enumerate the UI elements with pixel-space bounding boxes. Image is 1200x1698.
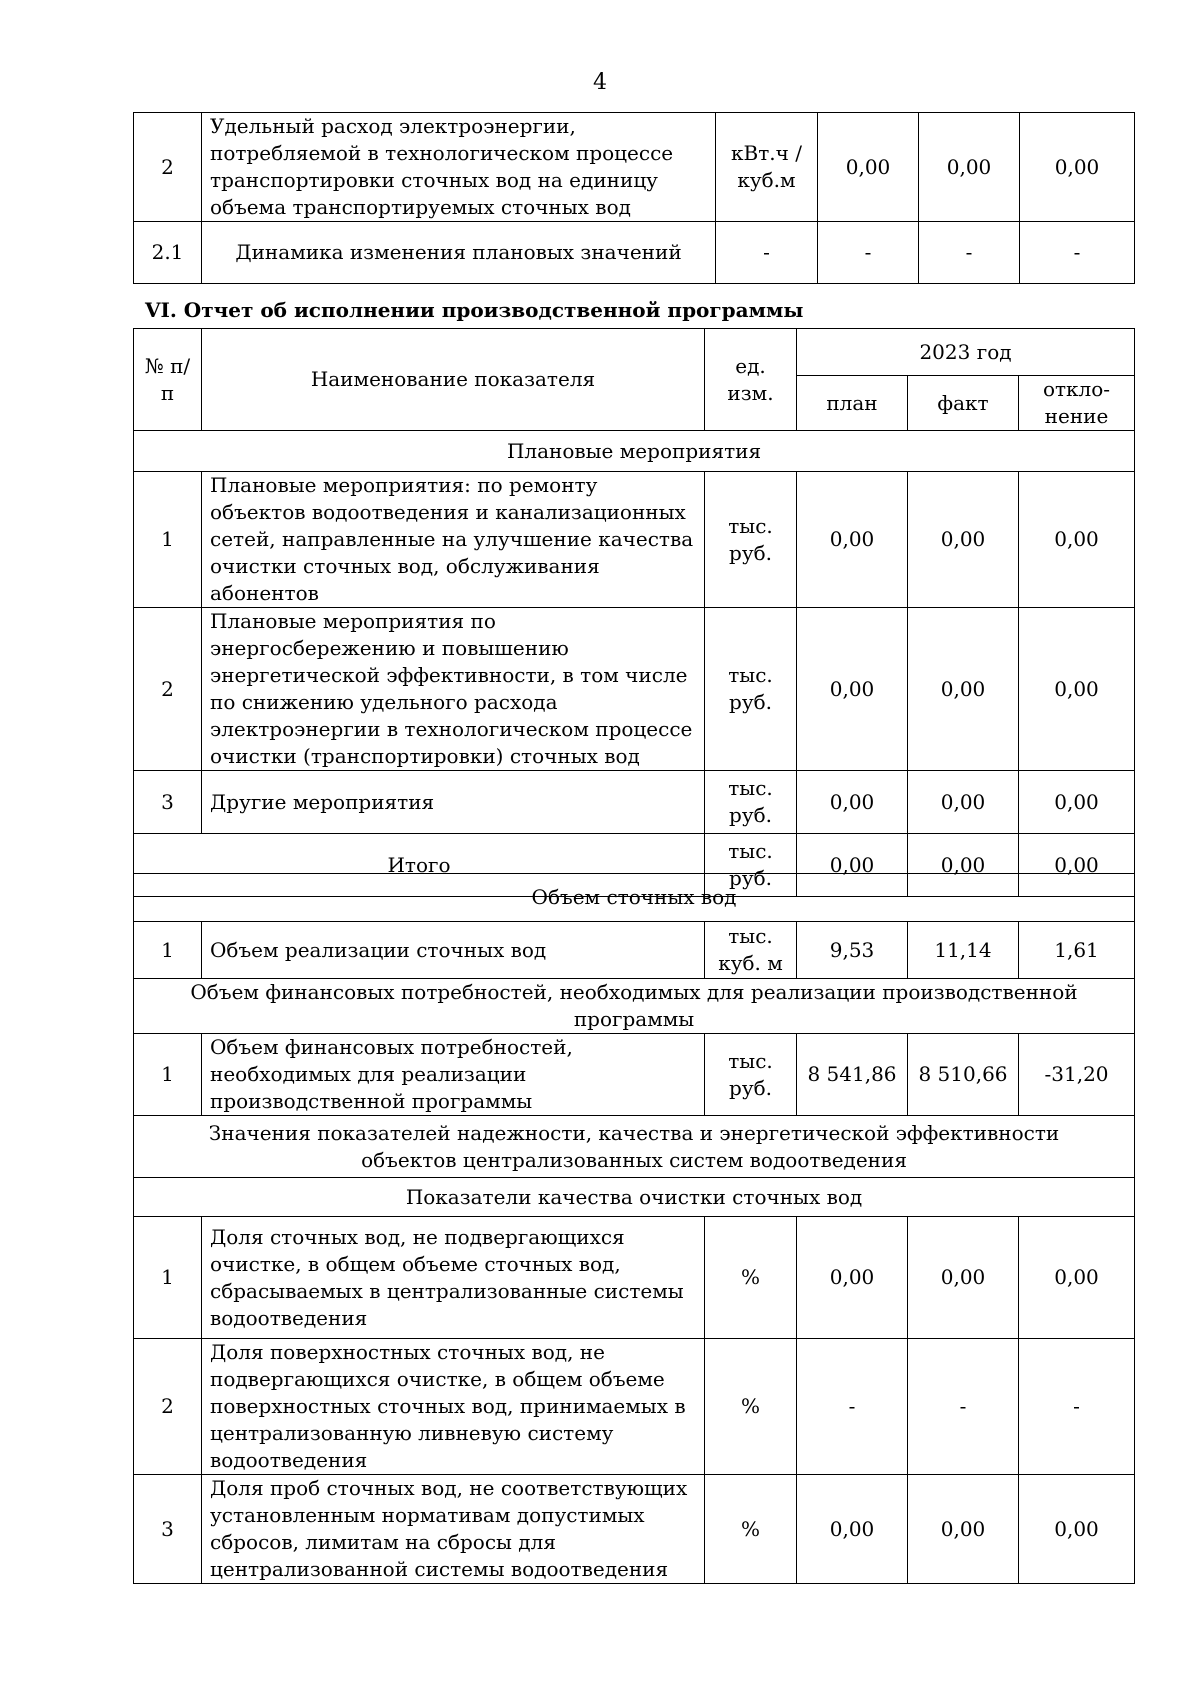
deviation-value: -31,20 [1019, 1034, 1135, 1116]
fact-value: 0,00 [908, 834, 1019, 897]
unit-cell: тыс. руб. [705, 472, 797, 608]
plan-value: - [797, 1339, 908, 1475]
header-indicator-name: Наименование показателя [202, 329, 705, 431]
row-number: 2 [134, 1339, 202, 1475]
top-indicators-table [133, 112, 1135, 284]
group-row [134, 431, 1135, 472]
deviation-value: 0,00 [1019, 472, 1135, 608]
unit-cell: кВт.ч / куб.м [716, 113, 818, 222]
fact-value: 0,00 [908, 608, 1019, 771]
table-row [134, 1339, 1135, 1475]
row-number: 1 [134, 472, 202, 608]
group-title: Объем сточных вод [134, 874, 1135, 922]
group-row [134, 1178, 1135, 1217]
deviation-value: 0,00 [1019, 1217, 1135, 1339]
value-cell: 0,00 [1020, 113, 1135, 222]
row-number: 1 [134, 922, 202, 979]
table-row [134, 222, 1135, 284]
row-number: 1 [134, 1217, 202, 1339]
indicator-name: Объем реализации сточных вод [202, 922, 705, 979]
plan-value: 0,00 [797, 1217, 908, 1339]
group-title: Показатели качества очистки сточных вод [134, 1178, 1135, 1217]
indicator-name: Другие мероприятия [202, 771, 705, 834]
plan-value: 0,00 [797, 834, 908, 897]
unit-cell: % [705, 1339, 797, 1475]
row-number: 2 [134, 608, 202, 771]
group-title: Значения показателей надежности, качества и энергетической эффективности объектов централизованных систем водоотведения [134, 1116, 1135, 1178]
indicator-name: Плановые мероприятия: по ремонту объектов водоотведения и канализационных сетей, направленные на улучшение качества очистки сточных вод, обслуживания абонентов [202, 472, 705, 608]
value-cell: - [919, 222, 1020, 284]
plan-value: 9,53 [797, 922, 908, 979]
unit-cell: тыс. руб. [705, 608, 797, 771]
plan-value: 0,00 [797, 608, 908, 771]
table-row [134, 608, 1135, 771]
fact-value: 0,00 [908, 472, 1019, 608]
deviation-value: - [1019, 1339, 1135, 1475]
table-row [134, 771, 1135, 834]
row-number: 1 [134, 1034, 202, 1116]
deviation-value: 0,00 [1019, 834, 1135, 897]
row-number: 2.1 [134, 222, 202, 284]
row-number: 3 [134, 1475, 202, 1584]
plan-value: 0,00 [797, 472, 908, 608]
row-number: 3 [134, 771, 202, 834]
section-title: VI. Отчет об исполнении производственной программы [145, 298, 804, 322]
header-number: № п/п [134, 329, 202, 431]
production-program-report-table [133, 328, 1135, 897]
fact-value: 0,00 [908, 1217, 1019, 1339]
indicator-name: Объем финансовых потребностей, необходимых для реализации производственной программы [202, 1034, 705, 1116]
group-title: Плановые мероприятия [134, 431, 1135, 472]
table-row [134, 113, 1135, 222]
value-cell: - [818, 222, 919, 284]
group-row [134, 979, 1135, 1034]
deviation-value: 1,61 [1019, 922, 1135, 979]
unit-cell: тыс. руб. [705, 834, 797, 897]
unit-cell: тыс. куб. м [705, 922, 797, 979]
header-year: 2023 год [797, 329, 1135, 376]
table-row [134, 922, 1135, 979]
indicator-name: Динамика изменения плановых значений [202, 222, 716, 284]
value-cell: 0,00 [919, 113, 1020, 222]
header-fact: факт [908, 376, 1019, 431]
fact-value: 0,00 [908, 1475, 1019, 1584]
fact-value: - [908, 1339, 1019, 1475]
plan-value: 8 541,86 [797, 1034, 908, 1116]
unit-cell: тыс. руб. [705, 1034, 797, 1116]
group-title: Объем финансовых потребностей, необходимых для реализации производственной программы [134, 979, 1135, 1034]
indicator-name: Доля проб сточных вод, не соответствующих установленным нормативам допустимых сбросов, лимитам на сбросы для централизованной системы водоотведения [202, 1475, 705, 1584]
volume-and-quality-table [133, 873, 1135, 1584]
table-row [134, 472, 1135, 608]
deviation-value: 0,00 [1019, 608, 1135, 771]
indicator-name: Доля сточных вод, не подвергающихся очистке, в общем объеме сточных вод, сбрасываемых в централизованные системы водоотведения [202, 1217, 705, 1339]
plan-value: 0,00 [797, 1475, 908, 1584]
value-cell: 0,00 [818, 113, 919, 222]
unit-cell: тыс. руб. [705, 771, 797, 834]
fact-value: 0,00 [908, 771, 1019, 834]
plan-value: 0,00 [797, 771, 908, 834]
unit-cell: % [705, 1475, 797, 1584]
header-row [134, 329, 1135, 376]
table-row [134, 1217, 1135, 1339]
group-row [134, 1116, 1135, 1178]
header-deviation: откло-нение [1019, 376, 1135, 431]
deviation-value: 0,00 [1019, 771, 1135, 834]
table-row [134, 1475, 1135, 1584]
page-number: 4 [593, 70, 607, 95]
row-number: 2 [134, 113, 202, 222]
value-cell: - [1020, 222, 1135, 284]
total-label: Итого [134, 834, 705, 897]
indicator-name: Плановые мероприятия по энергосбережению и повышению энергетической эффективности, в том числе по снижению удельного расхода электроэнергии в технологическом процессе очистки (транспортировки) сточных вод [202, 608, 705, 771]
group-row [134, 874, 1135, 922]
unit-cell: % [705, 1217, 797, 1339]
unit-cell: - [716, 222, 818, 284]
header-unit: ед. изм. [705, 329, 797, 431]
indicator-name: Удельный расход электроэнергии, потребляемой в технологическом процессе транспортировки сточных вод на единицу объема транспортируемых сточных вод [202, 113, 716, 222]
deviation-value: 0,00 [1019, 1475, 1135, 1584]
table-row [134, 1034, 1135, 1116]
fact-value: 8 510,66 [908, 1034, 1019, 1116]
header-plan: план [797, 376, 908, 431]
indicator-name: Доля поверхностных сточных вод, не подвергающихся очистке, в общем объеме поверхностных сточных вод, принимаемых в централизованную ливневую систему водоотведения [202, 1339, 705, 1475]
fact-value: 11,14 [908, 922, 1019, 979]
